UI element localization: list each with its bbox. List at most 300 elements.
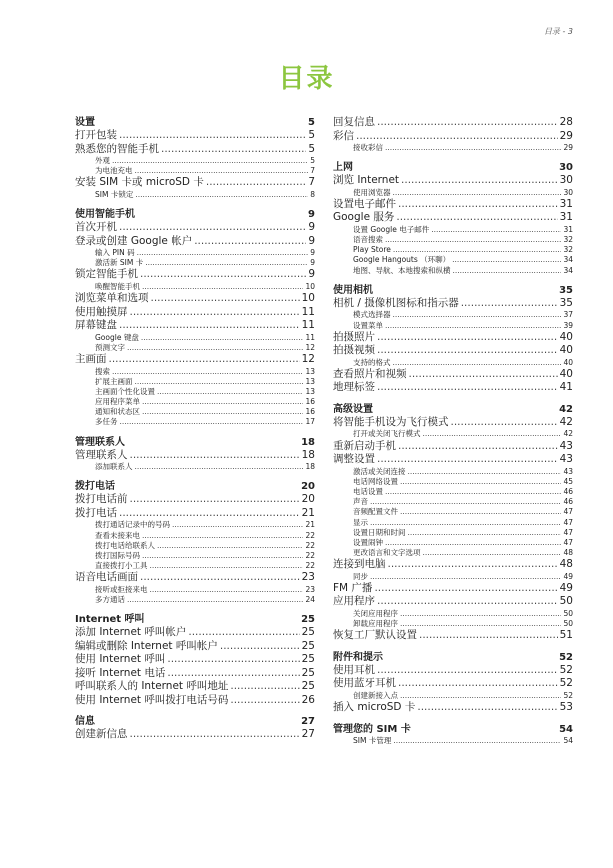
toc-entry[interactable]: [75, 407, 315, 417]
toc-page-number: 50: [563, 608, 573, 618]
toc-entry-label: 查看照片和视频: [333, 367, 407, 380]
toc-entry[interactable]: [75, 680, 315, 694]
toc-entry[interactable]: [75, 667, 315, 681]
toc-entry[interactable]: [75, 653, 315, 667]
toc-entry-label: 管理您的 SIM 卡: [333, 723, 411, 735]
toc-page-number: 52: [559, 651, 573, 663]
toc-section-heading[interactable]: [333, 651, 573, 664]
toc-entry[interactable]: [333, 453, 573, 467]
toc-entry-label: 重新启动手机: [333, 439, 396, 452]
dot-leader: [151, 292, 300, 306]
toc-entry[interactable]: [333, 116, 573, 130]
dot-leader: [452, 255, 561, 265]
dot-leader: [393, 245, 562, 255]
toc-entry-label: 查看未接来电: [95, 530, 140, 540]
toc-entry[interactable]: [333, 225, 573, 235]
toc-entry-label: 地图、导航、本地搜索和纵横: [353, 265, 451, 275]
dot-leader: [356, 130, 558, 144]
dot-leader: [385, 487, 561, 497]
toc-page-number: 27: [301, 716, 315, 728]
toc-entry[interactable]: [333, 368, 573, 382]
toc-page-number: 49: [563, 571, 573, 581]
dot-leader: [377, 331, 558, 345]
dot-leader: [385, 321, 561, 331]
dot-leader: [127, 595, 303, 605]
toc-entry-label: 信息: [75, 716, 95, 728]
toc-entry[interactable]: [333, 619, 573, 629]
toc-entry[interactable]: [333, 629, 573, 643]
toc-entry[interactable]: [75, 190, 315, 200]
toc-entry[interactable]: [333, 572, 573, 582]
toc-page-number: 21: [305, 520, 315, 530]
toc-entry[interactable]: [333, 297, 573, 311]
dot-leader: [409, 368, 558, 382]
toc-entry-label: SIM 卡锁定: [95, 189, 134, 199]
toc-section-heading[interactable]: [75, 116, 315, 129]
toc-page-number: 34: [563, 255, 573, 265]
toc-entry-label: 显示: [353, 517, 368, 527]
running-head: 目录 - 3: [543, 27, 573, 36]
toc-entry[interactable]: [333, 528, 573, 538]
toc-entry[interactable]: [75, 156, 315, 166]
dot-leader: [119, 129, 306, 143]
dot-leader: [377, 664, 558, 678]
toc-entry-label: Google 服务: [333, 211, 395, 224]
dot-leader: [461, 297, 558, 311]
toc-entry[interactable]: [333, 358, 573, 368]
toc-page-number: 11: [301, 319, 315, 332]
toc-entry[interactable]: [333, 691, 573, 701]
dot-leader: [423, 429, 562, 439]
toc-entry[interactable]: [75, 268, 315, 282]
toc-entry-label: 拨打通话记录中的号码: [95, 520, 170, 530]
toc-entry-label: 模式选择器: [353, 310, 391, 320]
dot-leader: [423, 548, 562, 558]
toc-page-number: 23: [305, 584, 315, 594]
toc-page-number: 17: [305, 417, 315, 427]
toc-entry[interactable]: [333, 677, 573, 691]
toc-entry[interactable]: [333, 429, 573, 439]
dot-leader: [374, 582, 557, 596]
toc-entry[interactable]: [75, 397, 315, 407]
toc-entry-label: 浏览菜单和选项: [75, 292, 149, 305]
toc-entry[interactable]: [333, 255, 573, 265]
toc-entry[interactable]: [333, 518, 573, 528]
toc-entry-label: 主画面: [75, 353, 107, 365]
toc-page-number: 46: [563, 497, 573, 507]
dot-leader: [385, 235, 561, 245]
toc-entry-label: 激活新 SIM 卡: [95, 258, 144, 268]
toc-page-number: 52: [559, 663, 573, 676]
toc-page-number: 5: [310, 156, 315, 165]
toc-page-number: 26: [301, 693, 315, 706]
toc-entry-label: SIM 卡管理: [353, 735, 392, 745]
dot-leader: [401, 174, 558, 188]
toc-page-number: 30: [563, 187, 573, 197]
dot-leader: [230, 680, 299, 694]
toc-page-number: 47: [563, 517, 573, 527]
toc-page-number: 40: [559, 344, 573, 357]
toc-entry[interactable]: [333, 507, 573, 517]
toc-entry[interactable]: [333, 467, 573, 477]
toc-entry-label: 呼叫联系人的 Internet 呼叫地址: [75, 680, 229, 693]
toc-entry-label: 接听 Internet 电话: [75, 666, 166, 679]
toc-section-heading[interactable]: [333, 161, 573, 174]
dot-leader: [419, 629, 558, 643]
toc-entry[interactable]: [75, 221, 315, 235]
toc-entry[interactable]: [75, 507, 315, 521]
toc-entry[interactable]: [75, 333, 315, 343]
toc-entry-label: 连接到电脑: [333, 558, 386, 571]
toc-entry-label: 高级设置: [333, 403, 373, 415]
toc-entry[interactable]: [75, 387, 315, 397]
toc-entry[interactable]: [333, 174, 573, 188]
dot-leader: [393, 310, 562, 320]
dot-leader: [140, 571, 300, 585]
toc-entry-label: 音频配置文件: [353, 507, 398, 517]
toc-entry-label: 唤醒智能手机: [95, 281, 140, 291]
toc-page-number: 50: [563, 619, 573, 629]
dot-leader: [398, 677, 558, 691]
toc-entry-label: 使用智能手机: [75, 209, 135, 221]
toc-entry-label: 声音: [353, 497, 368, 507]
toc-entry[interactable]: [75, 176, 315, 190]
toc-page-number: 48: [559, 558, 573, 571]
toc-entry-label: 搜索: [95, 366, 110, 376]
toc-page-number: 5: [308, 117, 315, 128]
toc-page-number: 45: [563, 476, 573, 486]
dot-leader: [109, 353, 300, 367]
toc-page-number: 50: [559, 595, 573, 608]
dot-leader: [130, 306, 300, 320]
toc-page-number: 20: [301, 481, 315, 493]
toc-entry[interactable]: [75, 640, 315, 654]
dot-leader: [400, 619, 561, 629]
toc-entry[interactable]: [333, 321, 573, 331]
toc-section-heading[interactable]: [75, 480, 315, 493]
dot-leader: [142, 397, 303, 407]
toc-section-heading[interactable]: [75, 715, 315, 728]
dot-leader: [431, 225, 561, 235]
toc-section-heading[interactable]: [333, 284, 573, 297]
toc-left-column: [75, 116, 315, 742]
toc-page-number: 16: [305, 397, 315, 407]
toc-entry-label: 管理联系人: [75, 448, 128, 461]
toc-entry[interactable]: [75, 417, 315, 427]
toc-entry-label: 编辑或删除 Internet 呼叫帐户: [75, 639, 218, 652]
toc-page-number: 16: [305, 407, 315, 417]
toc-entry[interactable]: [333, 548, 573, 558]
toc-entry[interactable]: [333, 198, 573, 212]
toc-entry-label: 使用 Internet 呼叫拨打电话号码: [75, 693, 229, 706]
toc-entry-label: 应用程序: [333, 595, 375, 608]
toc-entry-label: 回复信息: [333, 116, 375, 128]
toc-entry[interactable]: [75, 248, 315, 258]
toc-section-heading[interactable]: [75, 208, 315, 221]
dot-leader: [135, 377, 304, 387]
toc-entry[interactable]: [75, 353, 315, 367]
dot-leader: [194, 235, 306, 249]
toc-page-number: 7: [310, 166, 315, 176]
toc-page-number: 42: [563, 429, 573, 439]
toc-entry[interactable]: [75, 319, 315, 333]
toc-entry-label: 直接拨打小工具: [95, 561, 148, 571]
toc-page-number: 23: [301, 571, 315, 584]
toc-entry[interactable]: [75, 449, 315, 463]
toc-entry-label: 彩信: [333, 129, 354, 142]
toc-entry-label: 关闭应用程序: [353, 608, 398, 618]
toc-page-number: 11: [301, 305, 315, 318]
dot-leader: [119, 221, 306, 235]
toc-page-number: 25: [301, 626, 315, 639]
toc-entry[interactable]: [75, 462, 315, 472]
toc-entry[interactable]: [333, 344, 573, 358]
dot-leader: [400, 691, 561, 701]
toc-page-number: 9: [308, 268, 315, 281]
toc-entry-label: 设置日期和时间: [353, 527, 406, 537]
dot-leader: [112, 367, 303, 377]
toc-page-number: 27: [301, 728, 315, 741]
toc-page-number: 22: [305, 561, 315, 571]
toc-entry-label: 接听或拒接来电: [95, 584, 148, 594]
toc-entry[interactable]: [333, 143, 573, 153]
toc-entry[interactable]: [75, 367, 315, 377]
toc-entry-label: 拨打国际号码: [95, 550, 140, 560]
dot-leader: [130, 728, 300, 742]
dot-leader: [140, 268, 306, 282]
toc-entry[interactable]: [75, 377, 315, 387]
dot-leader: [142, 551, 303, 561]
toc-entry[interactable]: [75, 129, 315, 143]
toc-entry[interactable]: [75, 595, 315, 605]
toc-page-number: 9: [308, 209, 315, 221]
toc-entry[interactable]: [75, 306, 315, 320]
toc-entry[interactable]: [333, 266, 573, 276]
toc-entry-label: 创建新接入点: [353, 690, 398, 700]
toc-entry-label: 附件和提示: [333, 651, 383, 663]
toc-entry[interactable]: [333, 477, 573, 487]
toc-entry[interactable]: [333, 130, 573, 144]
toc-entry[interactable]: [333, 440, 573, 454]
dot-leader: [370, 518, 561, 528]
toc-entry[interactable]: [333, 416, 573, 430]
toc-entry-label: 为电池充电: [95, 166, 133, 176]
toc-entry[interactable]: [75, 493, 315, 507]
dot-leader: [393, 736, 561, 746]
toc-page-number: 32: [563, 245, 573, 255]
toc-page-number: 9: [310, 258, 315, 268]
toc-entry-label: 电话设置: [353, 486, 383, 496]
toc-page-number: 20: [301, 493, 315, 506]
toc-entry-label: 激活或关闭连接: [353, 466, 406, 476]
toc-entry[interactable]: [75, 258, 315, 268]
toc-entry[interactable]: [75, 531, 315, 541]
toc-page-number: 46: [563, 486, 573, 496]
toc-page-number: 25: [301, 666, 315, 679]
dot-leader: [142, 407, 303, 417]
dot-leader: [161, 143, 306, 157]
toc-entry[interactable]: [75, 551, 315, 561]
toc-entry-label: 拨打电话给联系人: [95, 540, 155, 550]
toc-entry-label: 登录或创建 Google 帐户: [75, 234, 193, 247]
dot-leader: [370, 572, 561, 582]
dot-leader: [400, 477, 561, 487]
dot-leader: [167, 653, 299, 667]
toc-section-heading[interactable]: [75, 436, 315, 449]
toc-entry-label: 管理联系人: [75, 436, 125, 448]
toc-entry[interactable]: [75, 571, 315, 585]
toc-entry[interactable]: [75, 520, 315, 530]
toc-entry[interactable]: [75, 282, 315, 292]
dot-leader: [135, 462, 304, 472]
toc-page-number: 40: [559, 330, 573, 343]
toc-entry[interactable]: [75, 143, 315, 157]
toc-entry[interactable]: [333, 188, 573, 198]
toc-entry[interactable]: [333, 487, 573, 497]
dot-leader: [130, 493, 300, 507]
dot-leader: [453, 266, 562, 276]
page-title: 目录: [278, 64, 335, 94]
toc-page-number: 47: [563, 507, 573, 517]
toc-page-number: 47: [563, 527, 573, 537]
toc-page-number: 40: [563, 357, 573, 367]
toc-entry[interactable]: [333, 595, 573, 609]
toc-page-number: 18: [301, 436, 315, 448]
toc-page-number: 41: [559, 381, 573, 394]
toc-page-number: 5: [308, 142, 315, 155]
toc-entry-label: 同步: [353, 571, 368, 581]
toc-entry-label: 拨打电话前: [75, 493, 128, 506]
toc-entry-label: Play Store: [353, 245, 391, 255]
toc-entry[interactable]: [75, 166, 315, 176]
dot-leader: [120, 417, 304, 427]
toc-entry[interactable]: [333, 736, 573, 746]
toc-entry-label: Google Hangouts （环聊）: [353, 255, 451, 265]
dot-leader: [127, 343, 303, 353]
toc-page-number: 13: [305, 366, 315, 376]
dot-leader: [188, 626, 299, 640]
dot-leader: [137, 248, 309, 258]
toc-page-number: 25: [301, 653, 315, 666]
toc-entry[interactable]: [75, 343, 315, 353]
dot-leader: [385, 143, 561, 153]
toc-entry-label: 使用触摸屏: [75, 305, 128, 318]
toc-entry[interactable]: [75, 728, 315, 742]
toc-page-number: 22: [305, 530, 315, 540]
toc-section-heading[interactable]: [75, 613, 315, 626]
toc-entry-label: 拍摄照片: [333, 330, 375, 343]
toc-page-number: 35: [559, 296, 573, 309]
toc-page-number: 32: [563, 235, 573, 245]
dot-leader: [385, 538, 561, 548]
dot-leader: [142, 282, 303, 292]
toc-entry-label: 添加联系人: [95, 462, 133, 472]
toc-page-number: 37: [563, 310, 573, 320]
toc-entry-label: FM 广播: [333, 581, 373, 594]
toc-entry-label: 恢复工厂默认设置: [333, 629, 417, 642]
toc-page-number: 49: [559, 581, 573, 594]
toc-entry[interactable]: [333, 381, 573, 395]
toc-entry-label: 使用 Internet 呼叫: [75, 653, 166, 666]
toc-entry[interactable]: [75, 585, 315, 595]
dot-leader: [377, 344, 558, 358]
toc-page-number: 12: [305, 342, 315, 352]
dot-leader: [157, 541, 303, 551]
dot-leader: [377, 116, 558, 130]
toc-page-number: 39: [563, 320, 573, 330]
dot-leader: [172, 520, 303, 530]
toc-page-number: 43: [559, 453, 573, 466]
toc-entry[interactable]: [333, 310, 573, 320]
dot-leader: [206, 176, 306, 190]
toc-entry-label: 使用蓝牙耳机: [333, 677, 396, 690]
toc-entry[interactable]: [333, 538, 573, 548]
toc-entry-label: 语音搜索: [353, 235, 383, 245]
dot-leader: [451, 416, 558, 430]
toc-entry[interactable]: [75, 541, 315, 551]
toc-entry-label: 多任务: [95, 417, 118, 427]
toc-entry[interactable]: [75, 235, 315, 249]
toc-page-number: 28: [559, 116, 573, 128]
toc-entry[interactable]: [333, 235, 573, 245]
toc-page-number: 9: [308, 221, 315, 234]
toc-page-number: 5: [308, 129, 315, 141]
toc-entry[interactable]: [333, 245, 573, 255]
toc-page-number: 9: [308, 234, 315, 247]
toc-page-number: 42: [559, 415, 573, 428]
toc-entry[interactable]: [75, 561, 315, 571]
toc-entry[interactable]: [75, 626, 315, 640]
toc-page-number: 31: [559, 197, 573, 210]
toc-entry-label: 安装 SIM 卡或 microSD 卡: [75, 176, 204, 189]
toc-entry[interactable]: [333, 609, 573, 619]
toc-page-number: 35: [559, 284, 573, 296]
toc-page-number: 43: [559, 439, 573, 452]
dot-leader: [398, 440, 558, 454]
dot-leader: [398, 198, 558, 212]
toc-entry[interactable]: [333, 331, 573, 345]
toc-entry[interactable]: [75, 694, 315, 708]
toc-page-number: 10: [305, 281, 315, 291]
dot-leader: [130, 449, 300, 463]
toc-page-number: 42: [559, 403, 573, 415]
dot-leader: [408, 528, 562, 538]
toc-entry[interactable]: [333, 211, 573, 225]
toc-entry-label: 设置闹钟: [353, 537, 383, 547]
toc-entry-label: 设置: [75, 117, 95, 128]
toc-page-number: 24: [305, 594, 315, 604]
toc-entry[interactable]: [333, 582, 573, 596]
dot-leader: [393, 188, 562, 198]
toc-entry-label: 语音电话画面: [75, 571, 138, 584]
dot-leader: [396, 211, 557, 225]
toc-entry[interactable]: [333, 664, 573, 678]
dot-leader: [377, 453, 558, 467]
toc-entry[interactable]: [333, 701, 573, 715]
toc-section-heading[interactable]: [333, 403, 573, 416]
toc-entry-label: 使用相机: [333, 284, 373, 296]
dot-leader: [141, 333, 304, 343]
toc-entry-label: 插入 microSD 卡: [333, 701, 416, 713]
toc-entry[interactable]: [333, 497, 573, 507]
toc-entry[interactable]: [75, 292, 315, 306]
toc-entry-label: 调整设置: [333, 453, 375, 466]
toc-page-number: 51: [559, 629, 573, 642]
toc-entry-label: 熟悉您的智能手机: [75, 142, 159, 155]
toc-page-number: 12: [301, 353, 315, 365]
toc-entry[interactable]: [333, 558, 573, 572]
toc-section-heading[interactable]: [333, 723, 573, 736]
